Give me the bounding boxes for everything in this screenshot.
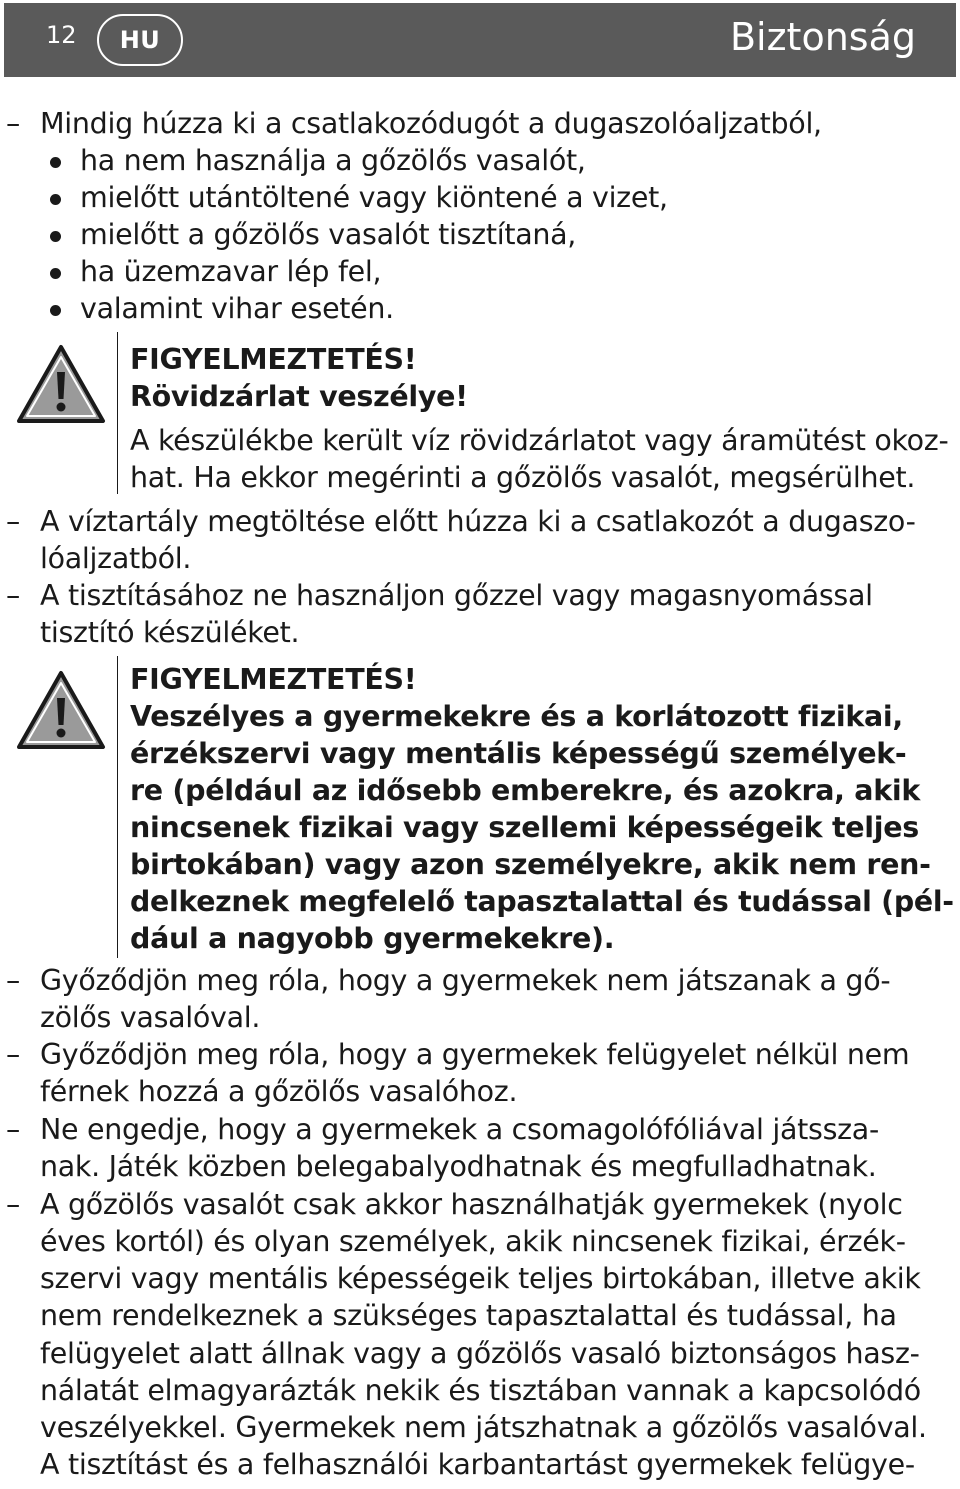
list-item-age: nem rendelkeznek a szükséges tapasztalattal és tudással, ha [40, 1299, 897, 1332]
list-item-age: felügyelet alatt állnak vagy a gőzölős vasaló biztonságos hasz- [40, 1337, 920, 1370]
warning-text: birtokában) vagy azon személyekre, akik nem ren- [130, 848, 931, 881]
list-dash: – [6, 107, 21, 140]
bullet-item: valamint vihar esetén. [80, 292, 394, 325]
list-item-unplug: Mindig húzza ki a csatlakozódugót a dugaszolóaljzatból, [40, 107, 822, 140]
bullet-item: mielőtt a gőzölős vasalót tisztítaná, [80, 218, 577, 251]
section-title: Biztonság [729, 15, 916, 59]
list-item-cleaning: tisztító készüléket. [40, 616, 300, 649]
warning-text: Veszélyes a gyermekekre és a korlátozott fizikai, [130, 700, 903, 733]
list-item-age: éves kortól) és olyan személyek, akik nincsenek fizikai, érzék- [40, 1225, 906, 1258]
list-item-age: veszélyekkel. Gyermekek nem játszhatnak a gőzölős vasalóval. [40, 1411, 927, 1444]
warning-label: FIGYELMEZTETÉS! [130, 663, 417, 696]
list-item-tank: lóaljzatból. [40, 542, 192, 575]
list-item-packaging: Ne engedje, hogy a gyermekek a csomagolófóliával játssza- [40, 1113, 879, 1146]
warning-text: A készülékbe került víz rövidzárlatot vagy áramütést okoz- [130, 424, 949, 457]
bullet-dot [50, 157, 61, 168]
bullet-item: ha nem használja a gőzölős vasalót, [80, 144, 586, 177]
list-item-age: A tisztítást és a felhasználói karbantartást gyermekek felügye- [40, 1448, 915, 1481]
warning-box [117, 332, 958, 494]
bullet-dot [50, 268, 61, 279]
warning-box [117, 656, 958, 958]
warning-text: nincsenek fizikai vagy szellemi képességeik teljes [130, 811, 919, 844]
warning-text: dául a nagyobb gyermekekre). [130, 922, 615, 955]
warning-text: érzékszervi vagy mentális képességű személyek- [130, 737, 907, 770]
list-item-children-play: zölős vasalóval. [40, 1001, 261, 1034]
bullet-dot [50, 305, 61, 316]
bullet-item: ha üzemzavar lép fel, [80, 255, 382, 288]
list-item-packaging: nak. Játék közben belegabalyodhatnak és megfulladhatnak. [40, 1150, 877, 1183]
list-dash: – [6, 1113, 21, 1146]
list-item-tank: A víztartály megtöltése előtt húzza ki a csatlakozót a dugaszo- [40, 505, 916, 538]
list-item-children-access: Győződjön meg róla, hogy a gyermekek felügyelet nélkül nem [40, 1038, 910, 1071]
list-item-cleaning: A tisztításához ne használjon gőzzel vagy magasnyomással [40, 579, 873, 612]
bullet-dot [50, 194, 61, 205]
list-dash: – [6, 579, 21, 612]
list-item-children-access: férnek hozzá a gőzölős vasalóhoz. [40, 1075, 518, 1108]
warning-text: delkeznek megfelelő tapasztalattal és tudással (pél- [130, 885, 954, 918]
bullet-dot [50, 231, 61, 242]
list-item-age: A gőzölős vasalót csak akkor használhatják gyermekek (nyolc [40, 1188, 903, 1221]
warning-triangle-icon [14, 668, 108, 752]
bullet-item: mielőtt utántöltené vagy kiöntené a vizet, [80, 181, 668, 214]
list-dash: – [6, 964, 21, 997]
warning-heading: Rövidzárlat veszélye! [130, 380, 468, 413]
language-badge: HU [97, 14, 183, 66]
warning-text: re (például az idősebb emberekre, és azokra, akik [130, 774, 920, 807]
page-header [4, 3, 956, 77]
warning-text: hat. Ha ekkor megérinti a gőzölős vasalót, megsérülhet. [130, 461, 916, 494]
warning-triangle-icon [14, 342, 108, 426]
warning-label: FIGYELMEZTETÉS! [130, 343, 417, 376]
list-item-children-play: Győződjön meg róla, hogy a gyermekek nem játszanak a gő- [40, 964, 891, 997]
list-dash: – [6, 505, 21, 538]
list-dash: – [6, 1038, 21, 1071]
list-item-age: szervi vagy mentális képességeik teljes birtokában, illetve akik [40, 1262, 921, 1295]
page-number: 12 [46, 21, 77, 49]
list-dash: – [6, 1188, 21, 1221]
list-item-age: nálatát elmagyarázták nekik és tisztában vannak a kapcsolódó [40, 1374, 921, 1407]
